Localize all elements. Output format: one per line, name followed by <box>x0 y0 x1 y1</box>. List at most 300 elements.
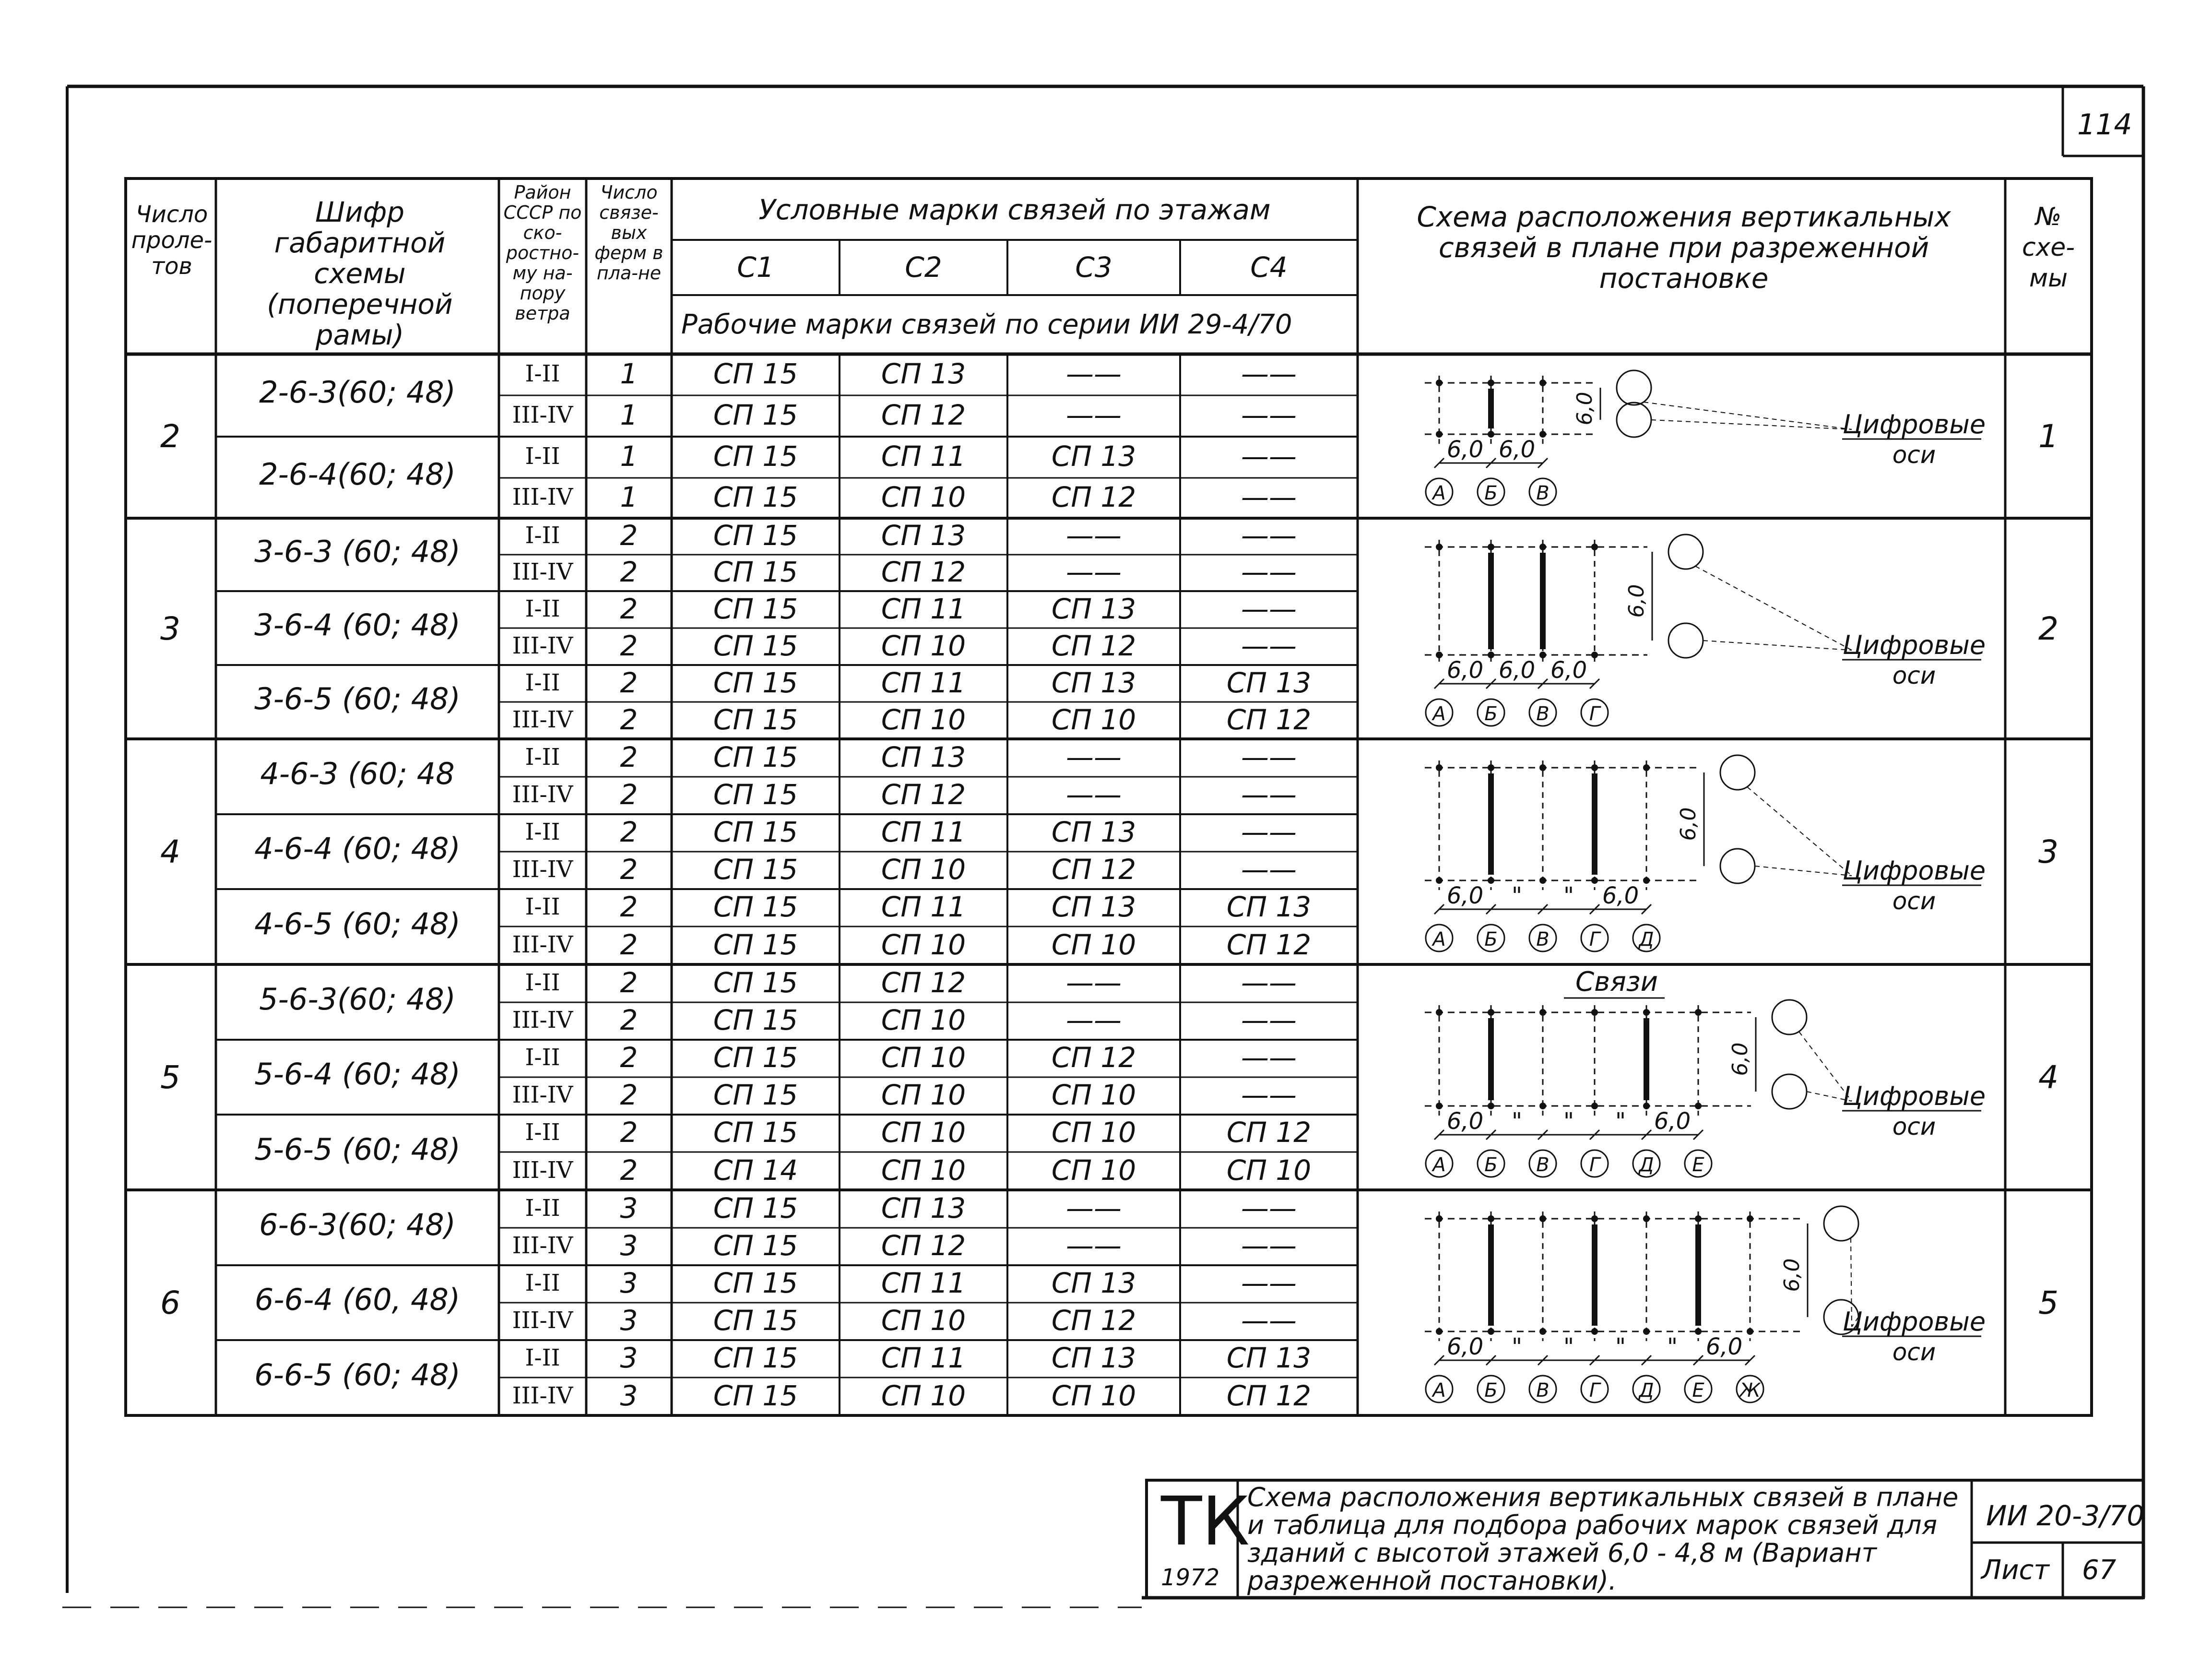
header-spans: Число проле-тов <box>131 201 213 280</box>
mark-c1: СП 15 <box>713 740 798 773</box>
dimension-label: " <box>1511 1108 1523 1135</box>
column-dot <box>1591 652 1598 658</box>
truss-count: 2 <box>620 1153 638 1187</box>
mark-c1: СП 15 <box>713 440 798 473</box>
mark-c2: СП 13 <box>881 740 966 773</box>
mark-c4: —— <box>1241 816 1297 848</box>
dimension-label: " <box>1563 882 1574 909</box>
mark-c2: СП 10 <box>881 481 966 513</box>
mark-c3: СП 13 <box>1051 1342 1136 1374</box>
mark-c1: СП 15 <box>713 1191 798 1224</box>
column-dot <box>1643 877 1650 884</box>
mark-c4: —— <box>1241 629 1297 662</box>
column-dot <box>1539 1215 1546 1222</box>
dimension-label: " <box>1563 1108 1574 1135</box>
dimension-label: 6,0 <box>1446 1108 1484 1135</box>
truss-count: 2 <box>620 592 638 625</box>
mark-c4: —— <box>1241 1079 1297 1111</box>
spans-count: 3 <box>160 610 180 647</box>
dimension-label: 6,0 <box>1446 882 1484 909</box>
column-dot <box>1488 764 1494 771</box>
truss-count: 2 <box>620 1004 638 1036</box>
header-wind-region: Район СССР по ско-ростно-му на-пору ветра <box>503 182 582 324</box>
axis-letter: А <box>1432 482 1446 504</box>
header-truss-count: Число связе-вых ферм в пла-не <box>594 182 663 284</box>
leader-line <box>1644 402 1852 429</box>
column-dot <box>1695 1328 1702 1335</box>
column-dot <box>1436 1328 1443 1335</box>
mark-c2: СП 12 <box>881 556 966 588</box>
mark-c1: СП 15 <box>713 592 798 625</box>
axis-letter: А <box>1432 928 1446 950</box>
column-dot <box>1695 1215 1702 1222</box>
truss-count: 1 <box>620 481 638 513</box>
mark-c1: СП 15 <box>713 556 798 588</box>
column-dot <box>1436 431 1443 438</box>
column-dot <box>1488 652 1494 658</box>
mark-c3: —— <box>1066 740 1122 773</box>
mark-c2: СП 11 <box>881 592 966 625</box>
dimension-label: 6,0 <box>1654 1108 1691 1135</box>
axis-letter: В <box>1536 703 1550 725</box>
column-dot <box>1643 1103 1650 1109</box>
title-sheet-number: 67 <box>2082 1555 2117 1586</box>
column-dot <box>1539 380 1546 386</box>
wind-region: III-IV <box>512 1382 573 1409</box>
mark-c1: СП 15 <box>713 481 798 513</box>
header-floor-c2: С2 <box>905 251 942 284</box>
axis-letter: Б <box>1484 1154 1498 1176</box>
wind-region: I-II <box>525 969 560 996</box>
mark-c3: СП 10 <box>1051 1379 1136 1412</box>
axis-letter: Ж <box>1739 1379 1761 1402</box>
mark-c3: —— <box>1066 1229 1122 1262</box>
truss-count: 2 <box>620 1079 638 1111</box>
column-dot <box>1436 652 1443 658</box>
column-dot <box>1488 877 1494 884</box>
mark-c4: СП 12 <box>1226 703 1312 736</box>
mark-c2: СП 11 <box>881 891 966 923</box>
truss-count: 3 <box>620 1191 638 1224</box>
column-dot <box>1539 1103 1546 1109</box>
mark-c3: СП 10 <box>1051 928 1136 961</box>
truss-count: 3 <box>620 1379 638 1412</box>
wind-region: I-II <box>525 743 560 771</box>
wind-region: I-II <box>525 669 560 696</box>
truss-count: 2 <box>620 1116 638 1149</box>
mark-c2: СП 10 <box>881 1041 966 1074</box>
axis-letter: В <box>1536 1379 1550 1402</box>
dimension-label: " <box>1615 1333 1626 1360</box>
frame-cipher: 6-6-3(60; 48) <box>259 1207 456 1242</box>
mark-c1: СП 15 <box>713 666 798 699</box>
dimension-label: 6,0 <box>1498 657 1536 684</box>
column-dot <box>1643 1328 1650 1335</box>
mark-c4: —— <box>1241 853 1297 886</box>
dimension-label: 6,0 <box>1446 1333 1484 1360</box>
axis-letter: А <box>1432 1154 1446 1176</box>
dimension-label: 6,0 <box>1550 657 1587 684</box>
mark-c2: СП 10 <box>881 1153 966 1187</box>
mark-c4: —— <box>1241 1041 1297 1074</box>
frame-cipher: 3-6-5 (60; 48) <box>254 681 461 716</box>
truss-count: 2 <box>620 816 638 848</box>
mark-c4: —— <box>1241 440 1297 473</box>
vertical-dimension-label: 6,0 <box>1780 1258 1804 1292</box>
numeric-axis-bubble <box>1772 1000 1807 1034</box>
dimension-label: " <box>1563 1333 1574 1360</box>
mark-c4: —— <box>1241 519 1297 552</box>
frame-cipher: 3-6-3 (60; 48) <box>254 534 461 569</box>
mark-c2: СП 12 <box>881 399 966 431</box>
header-floor-c4: С4 <box>1250 251 1288 284</box>
frame-cipher: 6-6-4 (60, 48) <box>254 1282 461 1317</box>
column-dot <box>1591 877 1598 884</box>
mark-c3: СП 13 <box>1051 816 1136 848</box>
truss-count: 3 <box>620 1342 638 1374</box>
column-dot <box>1436 1103 1443 1109</box>
leader-line <box>1703 641 1852 650</box>
mark-c2: СП 12 <box>881 778 966 811</box>
axis-letter: Д <box>1639 1154 1654 1176</box>
wind-region: III-IV <box>512 484 573 511</box>
wind-region: III-IV <box>512 1007 573 1034</box>
mark-c4: —— <box>1241 556 1297 588</box>
mark-c1: СП 15 <box>713 1267 798 1299</box>
mark-c1: СП 15 <box>713 1116 798 1149</box>
mark-c2: СП 11 <box>881 1342 966 1374</box>
column-dot <box>1539 544 1546 550</box>
mark-c3: —— <box>1066 778 1122 811</box>
truss-count: 1 <box>620 399 638 431</box>
column-dot <box>1591 1328 1598 1335</box>
mark-c1: СП 15 <box>713 816 798 848</box>
scheme-number: 4 <box>2038 1059 2058 1096</box>
column-dot <box>1591 1103 1598 1109</box>
leader-line <box>1651 420 1852 429</box>
mark-c1: СП 15 <box>713 629 798 662</box>
mark-c2: СП 11 <box>881 666 966 699</box>
frame-cipher: 4-6-3 (60; 48 <box>260 756 455 791</box>
column-dot <box>1436 764 1443 771</box>
mark-c4: —— <box>1241 399 1297 431</box>
numeric-axes-label: оси <box>1892 887 1936 915</box>
spans-count: 2 <box>160 418 180 455</box>
vertical-dimension-label: 6,0 <box>1624 584 1649 618</box>
wind-region: I-II <box>525 1270 560 1296</box>
scheme-number: 3 <box>2038 833 2058 870</box>
axis-letter: В <box>1536 482 1550 504</box>
mark-c4: СП 12 <box>1226 1116 1312 1149</box>
mark-c1: СП 15 <box>713 853 798 886</box>
column-dot <box>1643 1215 1650 1222</box>
mark-c3: —— <box>1066 399 1122 431</box>
truss-count: 3 <box>620 1267 638 1299</box>
axis-letter: Г <box>1589 928 1600 950</box>
column-dot <box>1488 1103 1494 1109</box>
column-dot <box>1539 431 1546 438</box>
column-dot <box>1436 380 1443 386</box>
mark-c3: СП 13 <box>1051 592 1136 625</box>
spans-count: 5 <box>160 1059 180 1096</box>
wind-region: I-II <box>525 819 560 845</box>
mark-c3: —— <box>1066 1004 1122 1036</box>
column-dot <box>1436 544 1443 550</box>
wind-region: I-II <box>525 595 560 622</box>
title-logo: ТК <box>1161 1483 1250 1561</box>
frame-cipher: 2-6-3(60; 48) <box>259 375 456 410</box>
mark-c3: СП 12 <box>1051 481 1136 513</box>
dimension-label: 6,0 <box>1602 882 1639 909</box>
truss-count: 1 <box>620 440 638 473</box>
truss-count: 2 <box>620 519 638 552</box>
axis-letter: Б <box>1484 928 1498 950</box>
mark-c1: СП 15 <box>713 1342 798 1374</box>
dimension-label: 6,0 <box>1446 436 1484 463</box>
wind-region: III-IV <box>512 706 573 733</box>
truss-count: 2 <box>620 853 638 886</box>
truss-count: 3 <box>620 1229 638 1262</box>
mark-c3: СП 12 <box>1051 1041 1136 1074</box>
axis-letter: А <box>1432 703 1446 725</box>
frame-cipher: 4-6-4 (60; 48) <box>254 831 461 866</box>
wind-region: I-II <box>525 522 560 549</box>
mark-c2: СП 13 <box>881 519 966 552</box>
mark-c2: СП 11 <box>881 440 966 473</box>
mark-c2: СП 10 <box>881 1004 966 1036</box>
column-dot <box>1488 544 1494 550</box>
wind-region: I-II <box>525 1344 560 1371</box>
spans-count: 4 <box>160 833 180 870</box>
axis-letter: Д <box>1639 928 1654 950</box>
vertical-dimension-label: 6,0 <box>1676 807 1701 841</box>
numeric-axis-bubble <box>1772 1074 1807 1109</box>
mark-c1: СП 15 <box>713 1304 798 1337</box>
mark-c3: СП 12 <box>1051 1304 1136 1337</box>
mark-c3: СП 13 <box>1051 891 1136 923</box>
column-dot <box>1436 1009 1443 1016</box>
frame-cipher: 3-6-4 (60; 48) <box>254 607 461 642</box>
wind-region: III-IV <box>512 402 573 428</box>
leader-line <box>1695 566 1852 650</box>
numeric-axis-bubble <box>1824 1206 1858 1241</box>
mark-c4: —— <box>1241 1229 1297 1262</box>
spans-count: 6 <box>160 1284 180 1321</box>
title-series: ИИ 20-3/70 <box>1986 1499 2145 1532</box>
truss-count: 2 <box>620 666 638 699</box>
mark-c3: —— <box>1066 357 1122 390</box>
wind-region: III-IV <box>512 632 573 659</box>
mark-c2: СП 10 <box>881 1379 966 1412</box>
header-scheme: Схема расположения вертикальных связей в плане при разреженной постановке <box>1417 201 1951 295</box>
truss-count: 2 <box>620 966 638 999</box>
mark-c3: СП 10 <box>1051 1079 1136 1111</box>
mark-c1: СП 15 <box>713 519 798 552</box>
column-dot <box>1488 1009 1494 1016</box>
dimension-label: 6,0 <box>1705 1333 1743 1360</box>
frame-cipher: 4-6-5 (60; 48) <box>254 906 461 941</box>
axis-letter: В <box>1536 928 1550 950</box>
column-dot <box>1591 1215 1598 1222</box>
dimension-label: " <box>1511 1333 1523 1360</box>
column-dot <box>1591 764 1598 771</box>
mark-c1: СП 15 <box>713 1004 798 1036</box>
frame-cipher: 6-6-5 (60; 48) <box>254 1357 461 1392</box>
truss-count: 2 <box>620 891 638 923</box>
numeric-axis-bubble <box>1720 849 1755 883</box>
numeric-axis-bubble <box>1720 755 1755 790</box>
mark-c4: СП 13 <box>1226 666 1312 699</box>
column-dot <box>1591 1009 1598 1016</box>
column-dot <box>1539 764 1546 771</box>
mark-c1: СП 14 <box>713 1153 798 1187</box>
axis-letter: Е <box>1692 1154 1704 1176</box>
dimension-label: " <box>1511 882 1523 909</box>
mark-c3: СП 10 <box>1051 703 1136 736</box>
wind-region: I-II <box>525 893 560 920</box>
dimension-label: " <box>1615 1108 1626 1135</box>
mark-c2: СП 10 <box>881 1304 966 1337</box>
mark-c2: СП 13 <box>881 357 966 390</box>
mark-c2: СП 10 <box>881 853 966 886</box>
mark-c2: СП 12 <box>881 1229 966 1262</box>
wind-region: I-II <box>525 1194 560 1222</box>
mark-c1: СП 15 <box>713 1379 798 1412</box>
frame-cipher: 5-6-3(60; 48) <box>259 981 456 1017</box>
title-year: 1972 <box>1161 1564 1220 1591</box>
axis-letter: Г <box>1589 1154 1600 1176</box>
column-dot <box>1539 1328 1546 1335</box>
column-dot <box>1695 1103 1702 1109</box>
numeric-axes-label: Цифровые <box>1842 630 1986 660</box>
numeric-axes-label: оси <box>1892 1113 1936 1140</box>
mark-c3: СП 10 <box>1051 1116 1136 1149</box>
wind-region: I-II <box>525 360 560 387</box>
wind-region: III-IV <box>512 1307 573 1334</box>
mark-c1: СП 15 <box>713 778 798 811</box>
header-floor-c3: С3 <box>1075 251 1112 284</box>
wind-region: III-IV <box>512 558 573 585</box>
mark-c2: СП 10 <box>881 1116 966 1149</box>
column-dot <box>1695 1009 1702 1016</box>
header-scheme-no: № схе-мы <box>2022 202 2075 293</box>
mark-c4: —— <box>1241 1304 1297 1337</box>
mark-c4: СП 12 <box>1226 928 1312 961</box>
mark-c2: СП 10 <box>881 703 966 736</box>
column-dot <box>1643 764 1650 771</box>
numeric-axis-bubble <box>1617 370 1651 405</box>
column-dot <box>1488 1215 1494 1222</box>
numeric-axes-label: оси <box>1892 662 1936 689</box>
scheme-number: 5 <box>2038 1284 2058 1321</box>
mark-c3: СП 10 <box>1051 1153 1136 1187</box>
mark-c4: —— <box>1241 966 1297 999</box>
mark-c3: —— <box>1066 556 1122 588</box>
axis-letter: Б <box>1484 1379 1498 1402</box>
mark-c1: СП 15 <box>713 357 798 390</box>
truss-count: 2 <box>620 740 638 773</box>
wind-region: III-IV <box>512 856 573 883</box>
axis-letter: Е <box>1692 1379 1704 1402</box>
axis-letter: Д <box>1639 1379 1654 1402</box>
bracing-schemes <box>1425 370 1986 1402</box>
mark-c1: СП 15 <box>713 703 798 736</box>
axis-letter: А <box>1432 1379 1446 1402</box>
wind-region: III-IV <box>512 1081 573 1108</box>
dimension-label: " <box>1667 1333 1678 1360</box>
numeric-axis-bubble <box>1668 623 1703 658</box>
numeric-axes-label: Цифровые <box>1842 1307 1986 1337</box>
truss-count: 2 <box>620 629 638 662</box>
mark-c1: СП 15 <box>713 1229 798 1262</box>
numeric-axes-label: Цифровые <box>1842 409 1986 440</box>
mark-c3: СП 13 <box>1051 666 1136 699</box>
column-dot <box>1591 544 1598 550</box>
vertical-dimension-label: 6,0 <box>1728 1042 1752 1076</box>
sheet-number: 114 <box>2077 108 2132 142</box>
numeric-axes-label: оси <box>1892 441 1936 469</box>
title-sheet-label: Лист <box>1981 1555 2049 1586</box>
column-dot <box>1436 877 1443 884</box>
mark-c4: СП 12 <box>1226 1379 1312 1412</box>
mark-c2: СП 10 <box>881 1079 966 1111</box>
column-dot <box>1539 1009 1546 1016</box>
wind-region: III-IV <box>512 931 573 958</box>
column-dot <box>1488 431 1494 438</box>
mark-c4: СП 13 <box>1226 891 1312 923</box>
frame-cipher: 5-6-5 (60; 48) <box>254 1131 461 1167</box>
mark-c1: СП 15 <box>713 891 798 923</box>
mark-c4: —— <box>1241 592 1297 625</box>
column-dot <box>1747 1328 1753 1335</box>
mark-c2: СП 12 <box>881 966 966 999</box>
numeric-axes-label: Цифровые <box>1842 1081 1986 1111</box>
column-dot <box>1747 1215 1753 1222</box>
mark-c4: —— <box>1241 357 1297 390</box>
mark-c1: СП 15 <box>713 928 798 961</box>
header-working-marks: Рабочие марки связей по серии ИИ 29-4/70 <box>681 309 1292 340</box>
vertical-dimension-label: 6,0 <box>1573 392 1597 426</box>
column-dot <box>1488 380 1494 386</box>
dimension-label: 6,0 <box>1498 436 1536 463</box>
leader-line <box>1755 866 1852 876</box>
numeric-axis-bubble <box>1668 535 1703 569</box>
column-dot <box>1539 652 1546 658</box>
numeric-axis-bubble <box>1617 403 1651 437</box>
wind-region: I-II <box>525 443 560 470</box>
truss-count: 2 <box>620 928 638 961</box>
mark-c4: —— <box>1241 1191 1297 1224</box>
mark-c4: СП 13 <box>1226 1342 1312 1374</box>
column-dot <box>1436 1215 1443 1222</box>
leader-line <box>1747 787 1852 876</box>
mark-c3: —— <box>1066 966 1122 999</box>
dimension-label: 6,0 <box>1446 657 1484 684</box>
mark-c4: —— <box>1241 1267 1297 1299</box>
mark-c3: СП 12 <box>1051 629 1136 662</box>
mark-c4: —— <box>1241 740 1297 773</box>
mark-c3: СП 12 <box>1051 853 1136 886</box>
axis-letter: Г <box>1589 703 1600 725</box>
mark-c4: СП 10 <box>1226 1153 1312 1187</box>
title-text: Схема расположения вертикальных связей в плане и таблица для подбора рабочих марок связей для зданий с высотой этажей 6,0 - 4,8 м (Вариант разреженной постановки). <box>1247 1482 1959 1596</box>
axis-letter: Б <box>1484 482 1498 504</box>
frame-cipher: 5-6-4 (60; 48) <box>254 1057 461 1092</box>
wind-region: I-II <box>525 1119 560 1146</box>
truss-count: 3 <box>620 1304 638 1337</box>
mark-c1: СП 15 <box>713 1079 798 1111</box>
truss-count: 2 <box>620 556 638 588</box>
